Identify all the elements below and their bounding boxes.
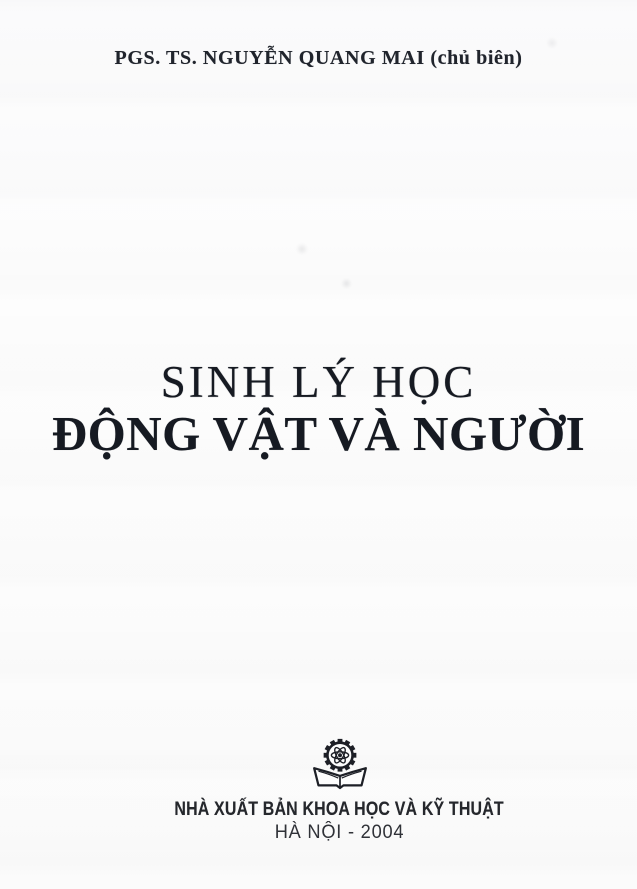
book-title-line-2: ĐỘNG VẬT VÀ NGƯỜI — [51, 405, 586, 461]
author-line: PGS. TS. NGUYỄN QUANG MAI (chủ biên) — [114, 47, 523, 69]
scan-artifact-speck — [296, 243, 308, 255]
publisher-name: NHÀ XUẤT BẢN KHOA HỌC VÀ KỸ THUẬT — [174, 799, 505, 820]
city-year-line: HÀ NỘI - 2004 — [274, 822, 405, 843]
scan-artifact-speck — [341, 278, 352, 289]
title-block — [0, 358, 637, 459]
publisher-block — [42, 736, 637, 844]
publisher-logo-icon — [309, 736, 371, 790]
book-title-line-1: SINH LÝ HỌC — [160, 357, 477, 407]
